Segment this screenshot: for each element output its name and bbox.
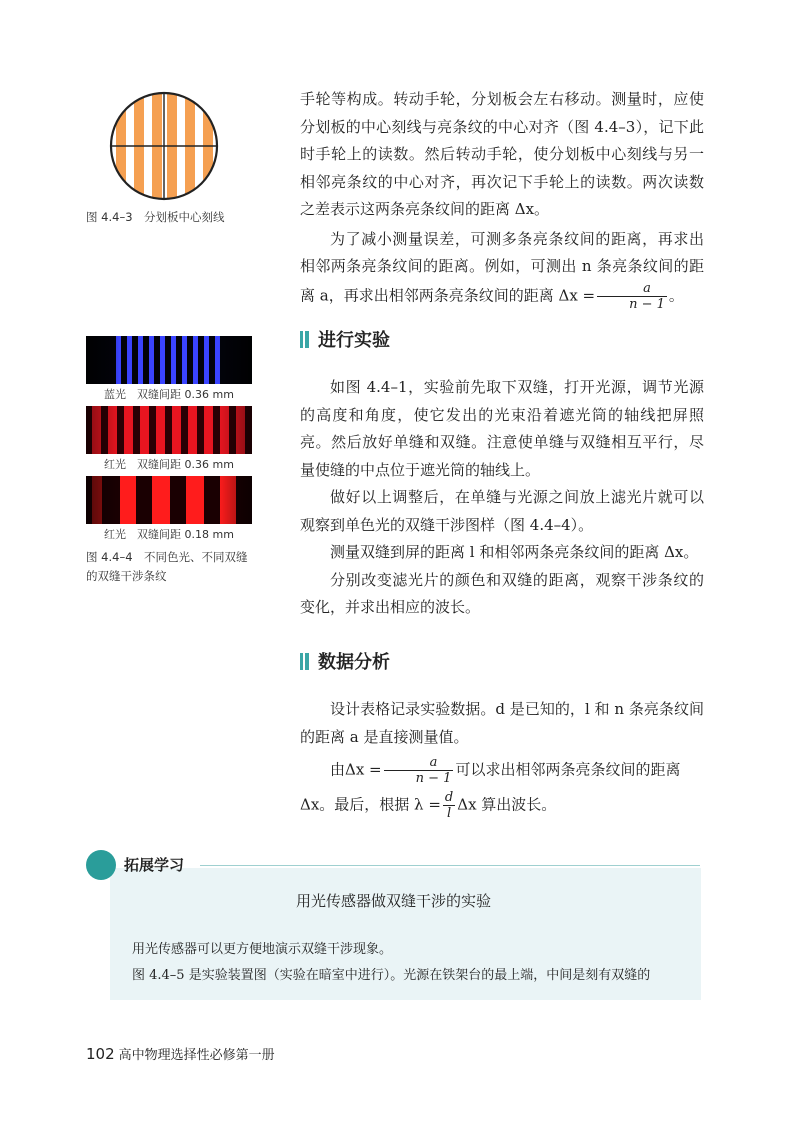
reticle-diagram — [108, 90, 220, 202]
intro-text — [300, 86, 704, 312]
paragraph — [300, 226, 704, 312]
fringe-label: 蓝光 双缝间距 0.36 mm — [104, 388, 234, 401]
text: 由Δx = — [330, 760, 382, 779]
figure-4-4-4 — [86, 336, 276, 586]
extension-label: 拓展学习 — [124, 856, 185, 874]
fraction — [384, 755, 454, 786]
paragraph: 做好以上调整后，在单缝与光源之间放上滤光片就可以观察到单色光的双缝干涉图样（图 4.4–4）。 — [300, 488, 704, 534]
fraction — [443, 790, 455, 821]
paragraph — [300, 790, 704, 821]
text: 可以求出相邻两条亮条纹间的距离 — [455, 760, 681, 779]
fraction-denominator: n − 1 — [415, 771, 452, 786]
paragraph: 手轮等构成。转动手轮，分划板会左右移动。测量时，应使分划板的中心刻线与亮条纹的中心对齐（图 4.4–3），记下此时手轮上的读数。然后转动手轮，使分划板中心刻线与另一相邻亮条纹的中心对齐，再次记下手轮上的读数。两次读数之差表示这两条亮条纹间的距离 Δx。 — [300, 90, 704, 218]
text: 。 — [668, 286, 684, 304]
red-fringe-image-018 — [86, 476, 252, 524]
section-2-text — [300, 696, 704, 821]
paragraph: 设计表格记录实验数据。d 是已知的，l 和 n 条亮条纹间的距离 a 是直接测量值。 — [300, 700, 704, 746]
section-heading — [300, 648, 390, 674]
page-footer — [86, 1044, 275, 1063]
paragraph — [300, 755, 704, 786]
text: Δx 算出波长。 — [457, 795, 557, 814]
extension-circle-icon — [86, 850, 116, 880]
figure-4-4-3 — [86, 90, 276, 227]
section-bar-icon — [300, 653, 309, 670]
red-fringe-image-036 — [86, 406, 252, 454]
extension-text-line: 用光传感器可以更方便地演示双缝干涉现象。 — [132, 942, 393, 957]
paragraph: 分别改变滤光片的颜色和双缝的距离，观察干涉条纹的变化，并求出相应的波长。 — [300, 570, 704, 616]
caption-line: 的双缝干涉条纹 — [86, 569, 167, 583]
fraction-numerator: d — [444, 790, 454, 805]
page-number: 102 — [86, 1045, 115, 1063]
text: 为了减小测量误差，可测多条亮条纹间的距离，再求出相邻两条亮条纹间的距离。例如，可测出 n 条亮条纹间的距离 a，再求出相邻两条亮条纹间的距离 Δx = — [300, 229, 704, 304]
fraction-denominator: n − 1 — [629, 296, 665, 312]
fraction — [597, 281, 667, 312]
paragraph: 测量双缝到屏的距离 l 和相邻两条亮条纹间的距离 Δx。 — [330, 543, 699, 561]
section-title: 进行实验 — [318, 330, 390, 351]
extension-divider — [200, 865, 700, 866]
extension-title: 用光传感器做双缝干涉的实验 — [295, 892, 491, 910]
section-title: 数据分析 — [318, 652, 390, 673]
caption-line: 图 4.4–4 不同色光、不同双缝 — [86, 550, 248, 564]
figure-caption: 图 4.4–3 分划板中心刻线 — [86, 210, 225, 224]
figure-caption — [86, 548, 276, 586]
section-1-text — [300, 374, 704, 622]
paragraph: 如图 4.4–1，实验前先取下双缝，打开光源，调节光源的高度和角度，使它发出的光束沿着遮光筒的轴线把屏照亮。然后放好单缝和双缝。注意使单缝与双缝相互平行，尽量使缝的中点位于遮光筒的轴线上。 — [300, 378, 704, 479]
text: Δx。最后，根据 λ = — [300, 795, 441, 814]
fringe-label: 红光 双缝间距 0.36 mm — [104, 458, 234, 471]
fraction-denominator: l — [446, 806, 452, 821]
fringe-label: 红光 双缝间距 0.18 mm — [104, 528, 234, 541]
extension-box — [86, 850, 701, 1000]
book-title: 高中物理选择性必修第一册 — [118, 1048, 275, 1063]
extension-text-line: 图 4.4–5 是实验装置图（实验在暗室中进行）。光源在铁架台的最上端，中间是刻有双缝的 — [132, 968, 651, 983]
blue-fringe-image — [86, 336, 252, 384]
fraction-numerator: a — [384, 755, 454, 771]
section-bar-icon — [300, 331, 309, 348]
section-heading — [300, 326, 390, 352]
fraction-numerator: a — [597, 281, 667, 297]
